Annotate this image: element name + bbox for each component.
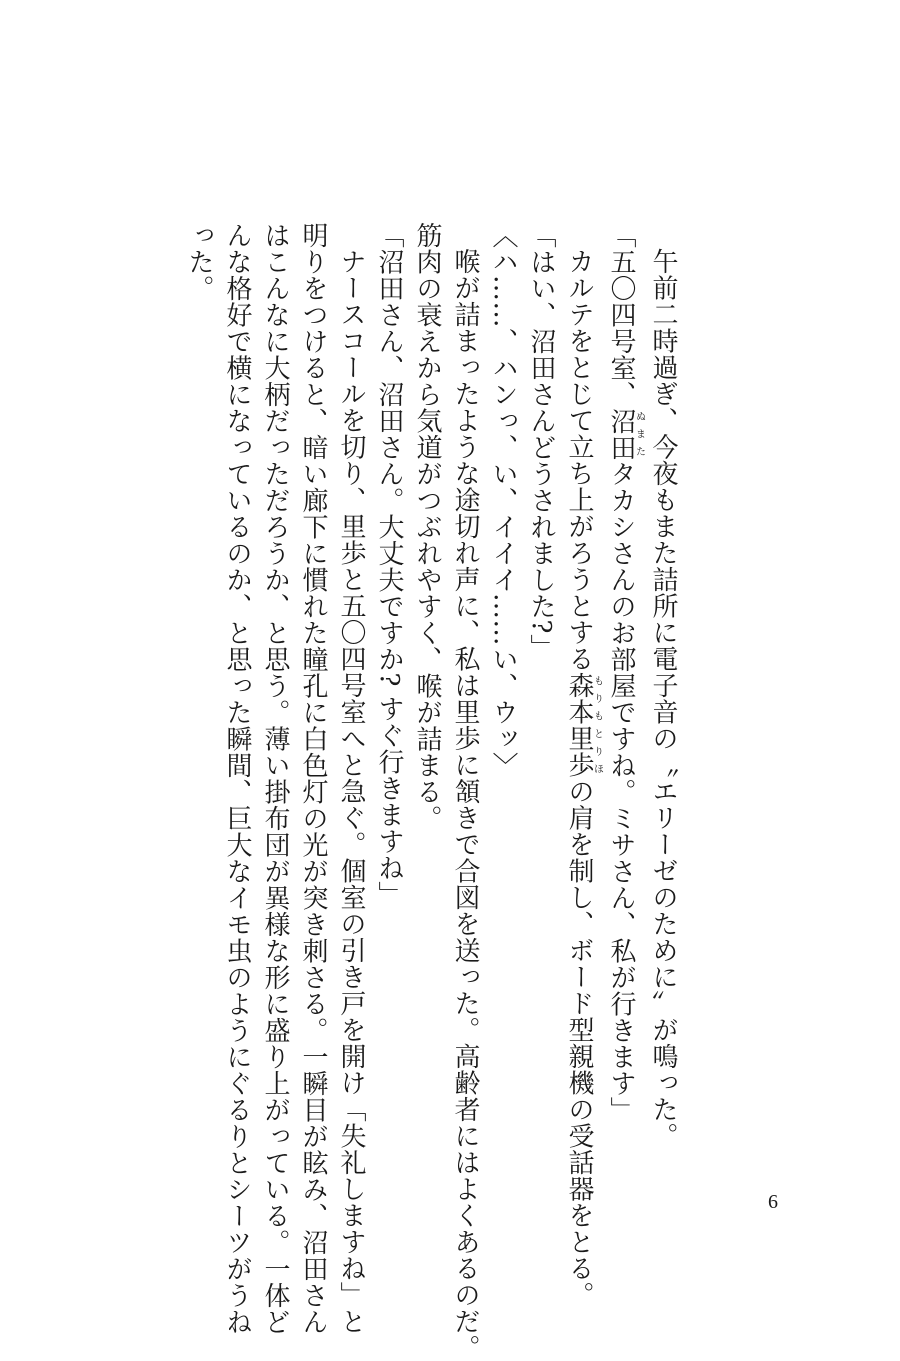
- text-line-7: 筋肉の衰えから気道がつぶれやすく、喉が詰まる。: [412, 222, 442, 832]
- vertical-text-block: [180, 222, 682, 1361]
- text-line-2-end: タカシさんのお部屋ですね。ミサさん、私が行きます」: [606, 460, 636, 1123]
- page-number: 6: [768, 1191, 778, 1213]
- text-line-8: 「沼田さん、沼田さん。大丈夫ですか? すぐ行きますね」: [374, 222, 404, 908]
- text-line-11: はこんなに大柄だっただろうか、と思う。薄い掛布団が異様な形に盛り上がっている。一体ど: [260, 222, 290, 1335]
- ruby-reading-morimoto-riho: もりもとりほ: [591, 672, 603, 778]
- text-line-12: んな格好で横になっているのか、と思った瞬間、巨大なイモ虫のようにぐるりとシーツがうね: [222, 222, 252, 1335]
- text-line-9: ナースコールを切り、里歩と五〇四号室へと急ぐ。個室の引き戸を開け「失礼しますね」と: [336, 248, 366, 1335]
- text-line-13: った。: [184, 222, 214, 302]
- text-line-3: [560, 222, 603, 1308]
- ruby-morimoto-riho: 森本里歩もりもとりほ: [564, 672, 603, 778]
- text-line-3-end: の肩を制し、ボード型親機の受話器をとる。: [564, 778, 594, 1308]
- text-line-2: [602, 222, 644, 1202]
- text-line-3-start: カルテをとじて立ち上がろうとする: [564, 248, 594, 672]
- text-line-6: 喉が詰まったような途切れ声に、私は里歩に頷きで合図を送った。高齢者にはよくあるのだ。: [450, 248, 480, 1361]
- ruby-reading-numata: ぬまた: [633, 407, 645, 461]
- text-line-1: 午前二時過ぎ、今夜もまた詰所に電子音の〝エリーゼのために〟が鳴った。: [648, 248, 678, 1149]
- text-line-2-start: 「五〇四号室、: [606, 222, 636, 408]
- ruby-numata: 沼田ぬまた: [606, 407, 645, 461]
- text-line-10: 明りをつけると、暗い廊下に慣れた瞳孔に白色灯の光が突き刺さる。一瞬目が眩み、沼田さん: [298, 222, 328, 1335]
- text-line-5: 〈ハ……、ハンっ、い、イイイ……い、ウッ〉: [488, 222, 518, 779]
- text-line-4: 「はい、沼田さんどうされました?」: [526, 222, 556, 661]
